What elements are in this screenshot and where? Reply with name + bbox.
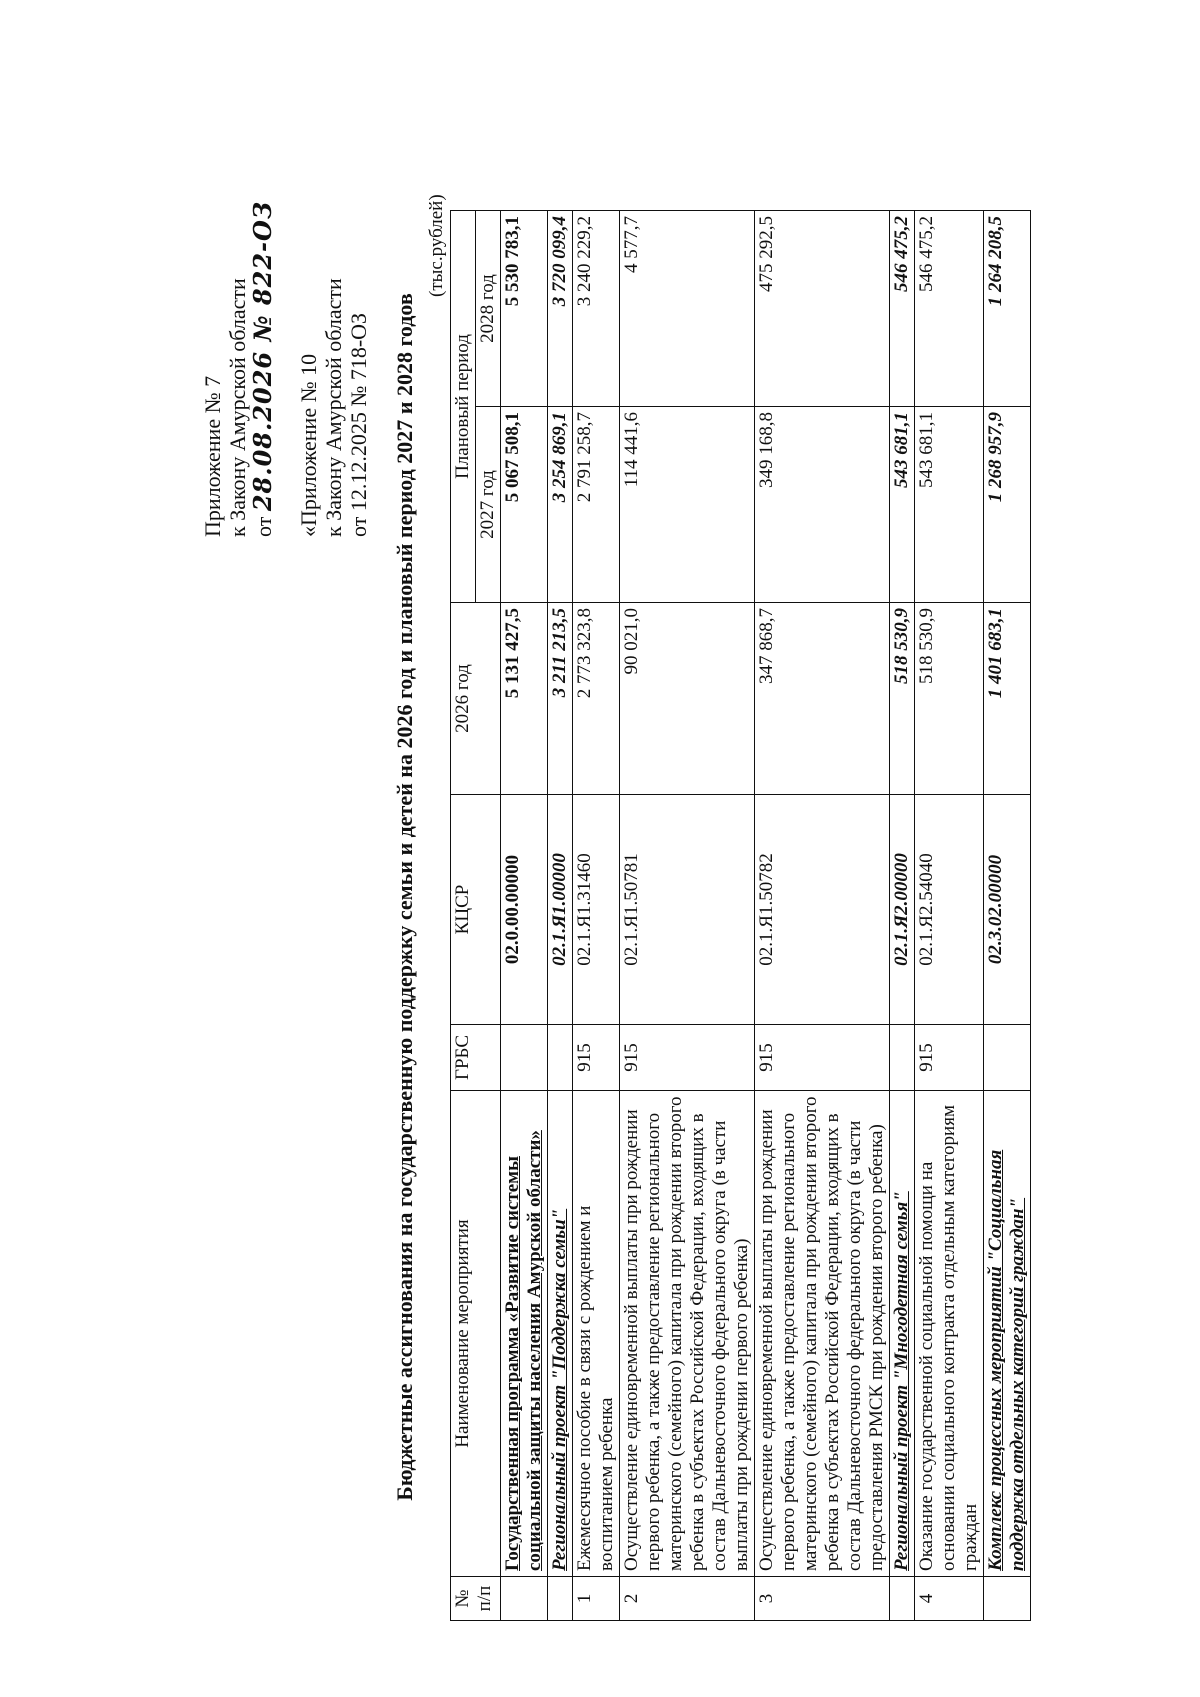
- cell-grbs: [890, 1025, 915, 1091]
- cell-y2026: 347 868,7: [755, 603, 890, 795]
- cell-grbs: [548, 1025, 573, 1091]
- cell-y2027: 1 268 957,9: [984, 407, 1031, 603]
- cell-num: 4: [915, 1577, 984, 1621]
- cell-y2028: 1 264 208,5: [984, 210, 1031, 406]
- cell-y2027: 349 168,8: [755, 407, 890, 603]
- header-plan-period: Плановый период: [451, 210, 476, 602]
- table-row: [548, 210, 573, 1620]
- appendix-line: «Приложение № 10: [296, 353, 321, 537]
- handwritten-date-number: 28.08.2026 № 822-ОЗ: [248, 200, 277, 512]
- cell-name: Государственная программа «Развитие системы социальной защиты населения Амурской области»: [501, 1091, 548, 1577]
- cell-num: 3: [755, 1577, 890, 1621]
- document-title: Бюджетные ассигнования на государственную поддержку семьи и детей на 2026 год и плановый период 2027 и 2028 годов: [392, 293, 417, 1501]
- cell-y2027: 543 681,1: [890, 407, 915, 603]
- table-row: [915, 210, 984, 1620]
- rotated-page: [0, 97, 1200, 1697]
- header-kcsr: КЦСР: [451, 795, 501, 1025]
- cell-y2026: 3 211 213,5: [548, 603, 573, 795]
- cell-kcsr: 02.1.Я1.00000: [548, 795, 573, 1025]
- cell-name: Осуществление единовременной выплаты при рождении первого ребенка, а также предоставление регионального материнского (семейного) капитала при рождении второго ребенка в субъектах Российской Федерации, входящих в состав Дальневосточного федерального округа (в части выплаты при рождении первого ребенка): [620, 1091, 755, 1577]
- header-2028: 2028 год: [476, 210, 501, 406]
- units-label: (тыс.рублей): [426, 194, 447, 297]
- appendix-date-prefix: от: [251, 516, 276, 537]
- cell-y2026: 1 401 683,1: [984, 603, 1031, 795]
- cell-num: [984, 1577, 1031, 1621]
- cell-y2028: 546 475,2: [915, 210, 984, 406]
- cell-grbs: [984, 1025, 1031, 1091]
- cell-y2028: 5 530 783,1: [501, 210, 548, 406]
- cell-y2028: 3 240 229,2: [573, 210, 620, 406]
- cell-y2027: 543 681,1: [915, 407, 984, 603]
- cell-name: Региональный проект "Поддержка семьи": [548, 1091, 573, 1577]
- cell-y2026: 5 131 427,5: [501, 603, 548, 795]
- cell-y2028: 4 577,7: [620, 210, 755, 406]
- cell-name: Осуществление единовременной выплаты при рождении первого ребенка, а также предоставление регионального материнского (семейного) капитала при рождении второго ребенка в субъектах Российской Федерации, входящих в состав Дальневосточного федерального округа (в части предоставления РМСК при рождении второго ребенка): [755, 1091, 890, 1577]
- table-body: [501, 210, 1031, 1620]
- cell-kcsr: 02.0.00.00000: [501, 795, 548, 1025]
- table-row: [890, 210, 915, 1620]
- cell-y2027: 3 254 869,1: [548, 407, 573, 603]
- cell-kcsr: 02.1.Я2.00000: [890, 795, 915, 1025]
- cell-num: [890, 1577, 915, 1621]
- cell-grbs: 915: [620, 1025, 755, 1091]
- cell-num: [548, 1577, 573, 1621]
- cell-y2028: 475 292,5: [755, 210, 890, 406]
- cell-kcsr: 02.1.Я1.50782: [755, 795, 890, 1025]
- cell-num: 2: [620, 1577, 755, 1621]
- header-grbs: ГРБС: [451, 1025, 501, 1091]
- cell-name: Региональный проект "Многодетная семья": [890, 1091, 915, 1577]
- cell-name: Оказание государственной социальной помощи на основании социального контракта отдельным категориям граждан: [915, 1091, 984, 1577]
- cell-y2026: 90 021,0: [620, 603, 755, 795]
- table-row: [620, 210, 755, 1620]
- table-row: [501, 210, 548, 1620]
- table-row: [755, 210, 890, 1620]
- cell-name: Комплекс процессных мероприятий "Социальная поддержка отдельных категорий граждан": [984, 1091, 1031, 1577]
- cell-y2026: 518 530,9: [890, 603, 915, 795]
- cell-grbs: 915: [755, 1025, 890, 1091]
- appendix-line: от 12.12.2025 № 718-ОЗ: [346, 312, 371, 537]
- appendix-date-line: [250, 117, 276, 537]
- cell-y2027: 2 791 258,7: [573, 407, 620, 603]
- cell-kcsr: 02.1.Я1.50781: [620, 795, 755, 1025]
- cell-y2026: 518 530,9: [915, 603, 984, 795]
- cell-name: Ежемесячное пособие в связи с рождением и воспитанием ребенка: [573, 1091, 620, 1577]
- header-2026: 2026 год: [451, 603, 501, 795]
- cell-y2028: 3 720 099,4: [548, 210, 573, 406]
- header-2027: 2027 год: [476, 407, 501, 603]
- cell-grbs: [501, 1025, 548, 1091]
- appendix-line: Приложение № 7: [200, 375, 225, 537]
- cell-kcsr: 02.3.02.00000: [984, 795, 1031, 1025]
- appendix-block: [200, 117, 371, 537]
- cell-grbs: 915: [915, 1025, 984, 1091]
- cell-y2027: 114 441,6: [620, 407, 755, 603]
- header-num: № п/п: [451, 1577, 501, 1621]
- appendix-line: к Закону Амурской области: [225, 278, 250, 537]
- cell-y2026: 2 773 323,8: [573, 603, 620, 795]
- cell-num: 1: [573, 1577, 620, 1621]
- appendix-line: к Закону Амурской области: [321, 278, 346, 537]
- cell-kcsr: 02.1.Я1.31460: [573, 795, 620, 1025]
- cell-kcsr: 02.1.Я2.54040: [915, 795, 984, 1025]
- budget-table: [450, 210, 1031, 1621]
- table-row: [984, 210, 1031, 1620]
- table-row: [573, 210, 620, 1620]
- cell-y2028: 546 475,2: [890, 210, 915, 406]
- cell-y2027: 5 067 508,1: [501, 407, 548, 603]
- cell-grbs: 915: [573, 1025, 620, 1091]
- header-name: Наименование мероприятия: [451, 1091, 501, 1577]
- cell-num: [501, 1577, 548, 1621]
